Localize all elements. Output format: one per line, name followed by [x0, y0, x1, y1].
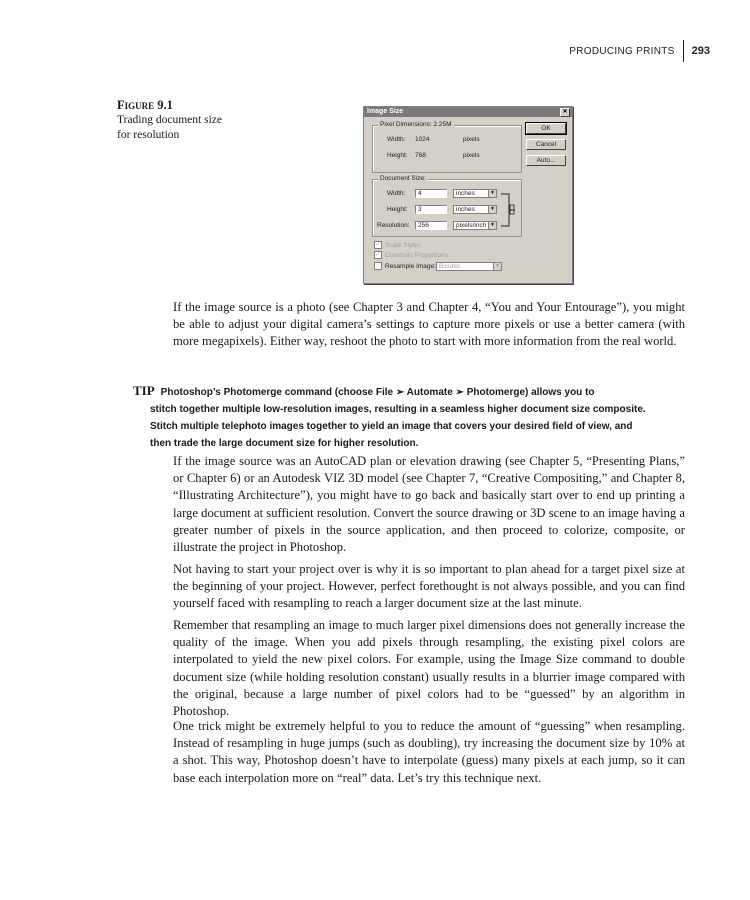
paragraph-3: Not having to start your project over is why it is so important to plan ahead for a target pixel size at the beginning of your project. However, perfect forethought is not always possible, and you can find yourself faced with resampling to reach a larger document size at the last minute. — [173, 562, 685, 611]
figure-caption-text: Trading document size for resolution — [117, 114, 222, 141]
paragraph-4: Remember that resampling an image to much larger pixel dimensions does not generally increase the quality of the image. When you add pixels through resampling, the existing pixel colors are interpolated to yield the new pixel colors. For example, using the Image Size command to double document size (while holding resolution constant) usually results in a blurrier image compared with the original, because a large number of pixel colors had to be “guessed” by an algorithm in Photoshop. — [173, 618, 685, 719]
constrain-link-icon — [499, 190, 517, 230]
doc-height-label: Height: — [387, 206, 408, 213]
auto-button[interactable]: Auto... — [526, 155, 566, 166]
figure-caption — [117, 98, 237, 143]
resolution-input[interactable]: 256 — [415, 221, 447, 230]
page-number: 293 — [691, 45, 710, 57]
cancel-button[interactable]: Cancel — [526, 139, 566, 150]
pixel-dimensions-legend: Pixel Dimensions: 2.25M — [380, 121, 452, 128]
figure-label: Figure 9.1 — [117, 98, 173, 112]
pixel-dimensions-group — [372, 121, 522, 173]
document-size-group — [372, 175, 522, 237]
resample-method-value: Bicubic — [439, 263, 460, 270]
document-size-legend: Document Size: — [380, 175, 426, 182]
dialog-title: Image Size — [367, 108, 404, 115]
chevron-down-icon: ▼ — [493, 263, 501, 270]
doc-width-unit: inches — [456, 190, 475, 197]
constrain-proportions-checkbox[interactable] — [374, 251, 448, 259]
ok-button[interactable]: OK — [526, 123, 566, 134]
section-title: PRODUCING PRINTS — [569, 45, 675, 57]
tip-text: stitch together multiple low-resolution images, resulting in a seamless higher document size composite. Stitch multiple telephoto images together to yield an image that covers your desired field of view, and then trade the large document size for higher resolution. — [150, 404, 646, 449]
pixel-width-unit: pixels — [463, 136, 480, 143]
resample-image-label: Resample Image: — [385, 262, 436, 270]
running-header — [569, 40, 710, 62]
chevron-down-icon: ▼ — [488, 206, 496, 213]
checkmark-icon: ✓ — [375, 242, 381, 248]
scale-styles-label: Scale Styles — [385, 241, 421, 249]
checkmark-icon: ✓ — [375, 252, 381, 258]
chevron-down-icon: ▼ — [488, 222, 496, 229]
scale-styles-checkbox[interactable] — [374, 241, 421, 249]
tip-label: TIP — [133, 383, 155, 398]
checkbox-empty-icon — [374, 262, 382, 270]
close-icon[interactable]: ✕ — [560, 108, 570, 117]
pixel-height-value: 768 — [415, 152, 426, 159]
tip-first-line: Photoshop’s Photomerge command (choose File ➢ Automate ➢ Photomerge) allows you to — [160, 387, 595, 398]
pixel-width-value: 1024 — [415, 136, 430, 143]
paragraph-2: If the image source was an AutoCAD plan or elevation drawing (see Chapter 5, “Presenting Plans,” or Chapter 6) or an Autodesk VIZ 3D model (see Chapter 7, “Creative Compositing,” and Chapter 8, “Illustrating Architecture”), you might have to go back and basically start over to end up printing a large document at sufficient resolution. Convert the source drawing or 3D scene to an image having a greater number of pixels in the source application, and then proceed to colorize, composite, or illustrate the project in Photoshop. — [173, 454, 685, 555]
doc-width-unit-select[interactable] — [453, 189, 497, 198]
header-divider — [683, 40, 684, 62]
resample-image-checkbox[interactable] — [374, 262, 436, 270]
pixel-height-label: Height: — [387, 152, 408, 159]
resolution-unit-select[interactable] — [453, 221, 497, 230]
tip-box — [133, 382, 653, 452]
resample-method-select[interactable] — [436, 262, 502, 271]
dialog-titlebar — [364, 107, 572, 117]
constrain-proportions-label: Constrain Proportions — [385, 251, 448, 259]
paragraph-5: One trick might be extremely helpful to you to reduce the amount of “guessing” when resampling. Instead of resampling in huge jumps (such as doubling), try increasing the document size by 10% at a shot. This way, Photoshop doesn’t have to interpolate (guess) many pixels at each jump, so it can base each interpolation more on “real” data. Let’s try this technique next. — [173, 719, 685, 785]
pixel-width-label: Width: — [387, 136, 406, 143]
resolution-label: Resolution: — [377, 222, 410, 229]
doc-height-unit-select[interactable] — [453, 205, 497, 214]
paragraph-1: If the image source is a photo (see Chapter 3 and Chapter 4, “You and Your Entourage”), you might be able to adjust your digital camera’s settings to capture more pixels or use a better camera (with more megapixels). Either way, reshoot the photo to start with more information from the real world. — [173, 300, 685, 349]
doc-width-label: Width: — [387, 190, 406, 197]
chevron-down-icon: ▼ — [488, 190, 496, 197]
image-size-dialog — [363, 106, 573, 284]
resolution-unit: pixels/inch — [456, 222, 487, 229]
doc-height-input[interactable]: 3 — [415, 205, 447, 214]
doc-height-unit: inches — [456, 206, 475, 213]
doc-width-input[interactable]: 4 — [415, 189, 447, 198]
pixel-height-unit: pixels — [463, 152, 480, 159]
